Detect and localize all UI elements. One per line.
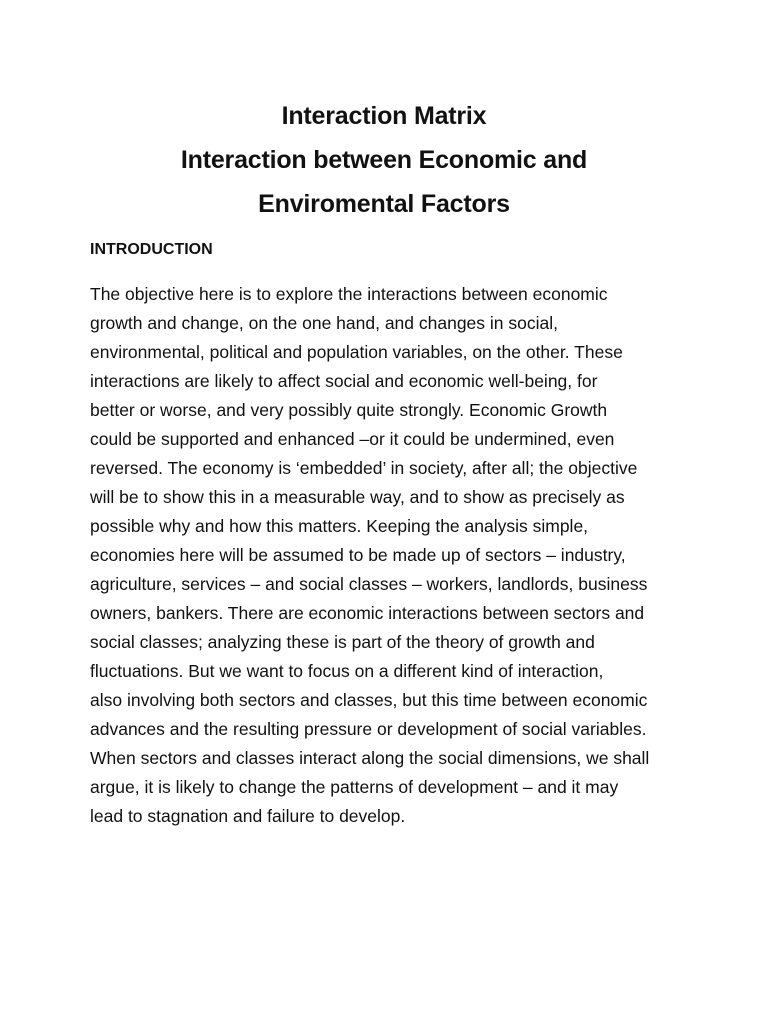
title-line: Interaction between Economic and: [180, 146, 588, 174]
body-line: could be supported and enhanced –or it could be undermined, even: [90, 429, 615, 449]
body-line: lead to stagnation and failure to develop.: [90, 806, 406, 826]
body-line: advances and the resulting pressure or development of social variables.: [90, 719, 647, 739]
document-title: [0, 94, 768, 226]
body-line: When sectors and classes interact along the social dimensions, we shall: [90, 748, 650, 768]
body-line: The objective here is to explore the interactions between economic: [90, 284, 608, 304]
body-line: better or worse, and very possibly quite strongly. Economic Growth: [90, 400, 608, 420]
body-paragraph: [90, 280, 690, 831]
section-heading: INTRODUCTION: [90, 241, 213, 258]
body-line: argue, it is likely to change the patterns of development – and it may: [90, 777, 619, 797]
body-line: social classes; analyzing these is part of the theory of growth and: [90, 632, 595, 652]
body-line: owners, bankers. There are economic interactions between sectors and: [90, 603, 645, 623]
body-line: growth and change, on the one hand, and changes in social,: [90, 313, 558, 333]
body-line: interactions are likely to affect social and economic well-being, for: [90, 371, 598, 391]
title-line: Enviromental Factors: [258, 190, 510, 218]
body-line: fluctuations. But we want to focus on a different kind of interaction,: [90, 661, 604, 681]
title-line: Interaction Matrix: [281, 102, 487, 130]
body-line: also involving both sectors and classes, but this time between economic: [90, 690, 648, 710]
body-line: reversed. The economy is ‘embedded’ in society, after all; the objective: [90, 458, 638, 478]
body-line: will be to show this in a measurable way, and to show as precisely as: [90, 487, 625, 507]
body-line: possible why and how this matters. Keeping the analysis simple,: [90, 516, 589, 536]
body-line: environmental, political and population variables, on the other. These: [90, 342, 623, 362]
body-line: agriculture, services – and social classes – workers, landlords, business: [90, 574, 648, 594]
body-line: economies here will be assumed to be made up of sectors – industry,: [90, 545, 626, 565]
